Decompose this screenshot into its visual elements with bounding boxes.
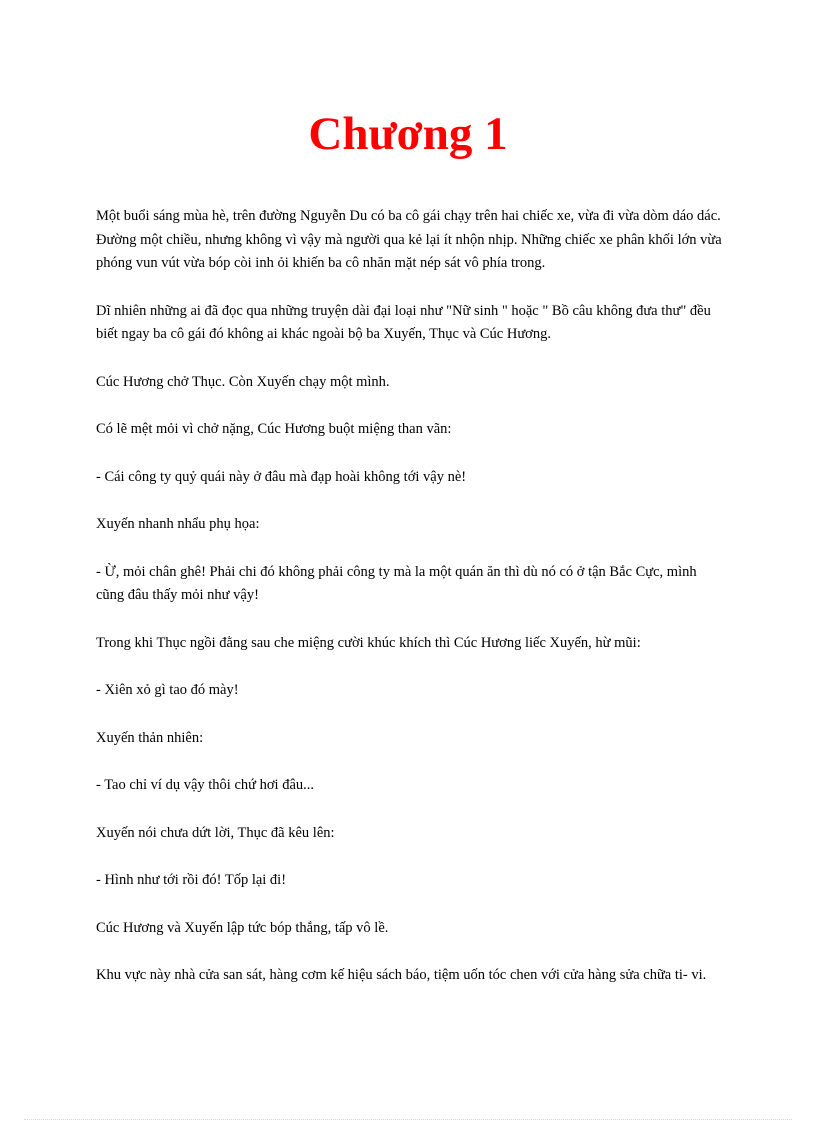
paragraph: Cúc Hương và Xuyến lập tức bóp thắng, tấp vô lề. [96, 919, 389, 936]
dialogue-line: - Hình như tới rồi đó! Tốp lại đi! [96, 872, 287, 888]
paragraph: Xuyến nói chưa dứt lời, Thục đã kêu lên: [96, 824, 335, 841]
dialogue-line: - Cái công ty quỷ quái này ở đâu mà đạp hoài không tới vậy nè! [96, 468, 467, 485]
paragraph: Khu vực này nhà cửa san sát, hàng cơm kế hiệu sách báo, tiệm uốn tóc chen với cửa hàng sửa chữa ti- vi. [96, 967, 707, 983]
paragraph: Xuyến thản nhiên: [96, 729, 204, 746]
paragraph: Có lẽ mệt mỏi vì chở nặng, Cúc Hương buột miệng than vãn: [96, 421, 452, 437]
paragraph: Một buổi sáng mùa hè, trên đường Nguyễn Du có ba cô gái chạy trên hai chiếc xe, vừa đi vừa dòm dáo dác. Đường một chiều, nhưng không vì vậy mà người qua kẻ lại ít nhộn nhịp. Những chiếc xe phân khối lớn vừa phóng vun vút vừa bóp còi inh ỏi khiến ba cô nhăn mặt nép sát vô phía trong. [96, 208, 722, 271]
chapter-title: Chương 1 [308, 108, 508, 160]
paragraph: Dĩ nhiên những ai đã đọc qua những truyện dài đại loại như "Nữ sinh " hoặc " Bồ câu không đưa thư" đều biết ngay ba cô gái đó không ai khác ngoài bộ ba Xuyến, Thục và Cúc Hương. [96, 302, 711, 342]
dialogue-line: - Ừ, mỏi chân ghê! Phải chi đó không phải công ty mà la một quán ăn thì dù nó có ở tận Bắc Cực, mình cũng đâu thấy mỏi như vậy! [96, 563, 697, 603]
paragraph: Cúc Hương chở Thục. Còn Xuyến chạy một mình. [96, 373, 390, 390]
dialogue-line: - Tao chỉ ví dụ vậy thôi chứ hơi đâu... [96, 777, 315, 793]
dialogue-line: - Xiên xỏ gì tao đó mày! [96, 682, 239, 698]
document-body [96, 205, 722, 1012]
paragraph: Trong khi Thục ngồi đằng sau che miệng cười khúc khích thì Cúc Hương liếc Xuyến, hừ mũi: [96, 634, 641, 651]
page-footer-divider [24, 1119, 792, 1120]
paragraph: Xuyến nhanh nhẩu phụ họa: [96, 516, 260, 532]
